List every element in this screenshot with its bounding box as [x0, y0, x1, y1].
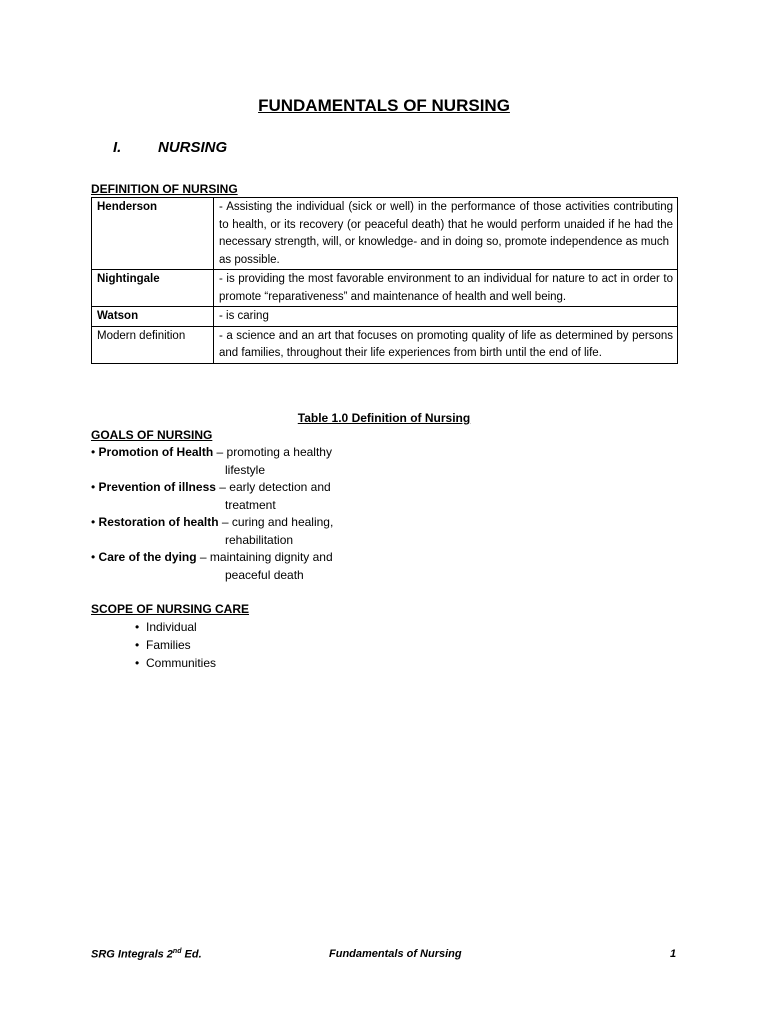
bullet-icon: • [91, 445, 96, 459]
section-heading [113, 139, 227, 156]
goal-title: Promotion of Health [98, 445, 214, 459]
footer-edition [91, 948, 202, 961]
table-row [92, 326, 678, 363]
definition-table [91, 197, 678, 364]
definition-term: Modern definition [92, 326, 214, 363]
goal-description: – maintaining dignity and [196, 550, 333, 564]
section-number: I. [113, 139, 122, 156]
definition-text-continued: as possible. [219, 253, 280, 266]
table-row [92, 270, 678, 307]
goal-description-continued: rehabilitation [225, 532, 294, 547]
definition-text-main: - Assisting the individual (sick or well) in the performance of those activities contributing to health, or its recovery (or peaceful death) that he would perform unaided if he had the necessary strength, will, or knowledge- and in doing so, promote independence as much [219, 201, 673, 248]
definition-term: Watson [92, 307, 214, 327]
goal-description: – curing and healing, [218, 515, 334, 529]
bullet-icon: • [91, 515, 96, 529]
goal-title: Prevention of illness [98, 480, 216, 494]
table-caption: Table 1.0 Definition of Nursing [297, 411, 471, 425]
scope-heading: SCOPE OF NURSING CARE [91, 602, 250, 616]
definition-heading: DEFINITION OF NURSING [91, 182, 238, 196]
list-item [91, 549, 333, 584]
goal-title: Restoration of health [98, 515, 219, 529]
footer-edition-main: SRG Integrals 2 [91, 948, 173, 961]
definition-text: - is providing the most favorable environment to an individual for nature to act in order to promote “reparativeness” and maintenance of health and well being. [214, 270, 678, 307]
footer-edition-sup: nd [172, 948, 182, 955]
definition-text [214, 198, 678, 270]
list-item [91, 514, 333, 549]
footer-title: Fundamentals of Nursing [329, 948, 462, 960]
scope-list [135, 618, 216, 672]
goal-title: Care of the dying [98, 550, 197, 564]
table-row [92, 198, 678, 270]
list-item [91, 479, 333, 514]
goals-heading: GOALS OF NURSING [91, 428, 213, 442]
goal-description-continued: peaceful death [225, 567, 304, 582]
definition-text: - a science and an art that focuses on promoting quality of life as determined by persons and families, throughout their life experiences from birth until the end of life. [214, 326, 678, 363]
goal-description: – promoting a healthy [213, 445, 332, 459]
definition-text: - is caring [214, 307, 678, 327]
table-row [92, 307, 678, 327]
page-title: FUNDAMENTALS OF NURSING [258, 96, 510, 115]
goal-description-continued: lifestyle [225, 462, 266, 477]
goals-list [91, 444, 333, 584]
list-item: • Individual [135, 618, 216, 636]
list-item: • Families [135, 636, 216, 654]
bullet-icon: • [91, 550, 96, 564]
list-item [91, 444, 333, 479]
page-number: 1 [670, 948, 677, 960]
list-item: • Communities [135, 654, 216, 672]
bullet-icon: • [91, 480, 96, 494]
goal-description: – early detection and [215, 480, 331, 494]
footer-edition-end: Ed. [181, 948, 202, 961]
goal-description-continued: treatment [225, 497, 276, 512]
definition-term: Nightingale [92, 270, 214, 307]
section-label: NURSING [158, 139, 228, 156]
definition-term: Henderson [92, 198, 214, 270]
